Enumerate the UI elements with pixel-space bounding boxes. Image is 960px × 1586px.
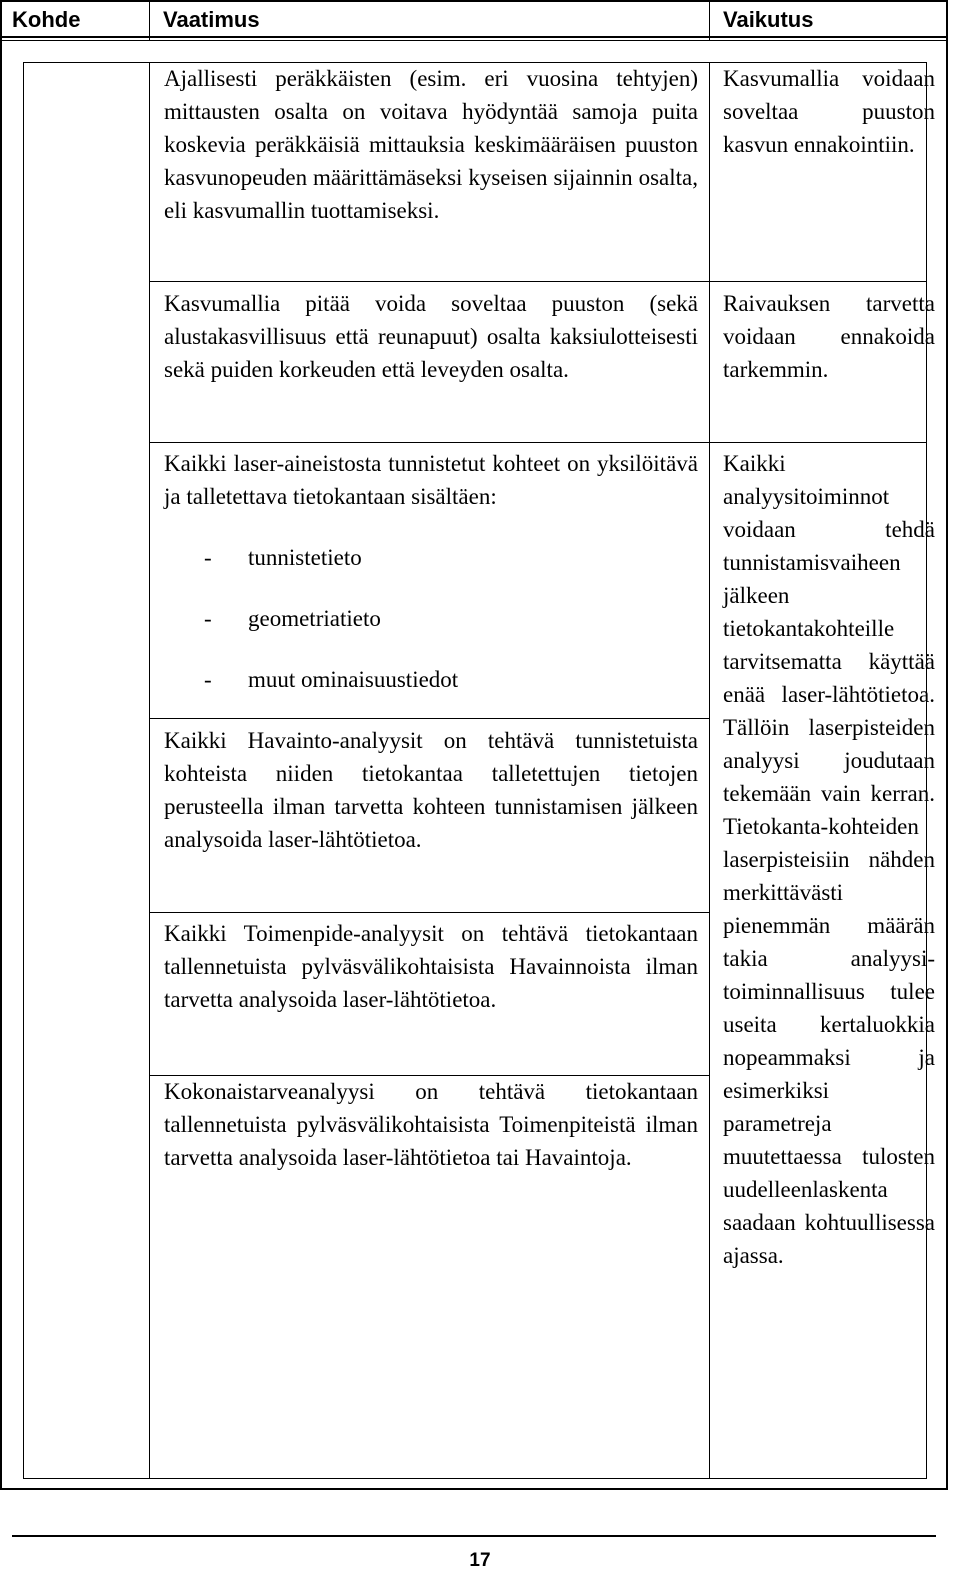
list-item-text: tunnistetieto bbox=[248, 545, 362, 570]
header-col-divider-1 bbox=[149, 0, 150, 40]
inner-frame-left bbox=[23, 62, 24, 1479]
header-vaatimus: Vaatimus bbox=[163, 7, 260, 32]
table-border-left bbox=[0, 0, 2, 1490]
list-item-text: geometriatieto bbox=[248, 606, 381, 631]
table-border-right bbox=[946, 0, 948, 1490]
header-separator bbox=[0, 36, 948, 38]
list-item bbox=[204, 541, 684, 602]
footer-rule bbox=[12, 1535, 936, 1537]
row-separator-2 bbox=[149, 442, 926, 443]
list-item bbox=[204, 602, 684, 663]
header-separator-inner bbox=[0, 40, 948, 41]
col-divider-2 bbox=[709, 62, 710, 1479]
header-vaikutus: Vaikutus bbox=[723, 7, 814, 32]
row3-vaatimus-toimenpide: Kaikki Toimenpide-analyysit on tehtävä tietokantaan tallennetuista pylväsvälikohtaisista Havainnoista ilman tarvetta analysoida laser-lähtötietoa. bbox=[164, 921, 698, 1012]
row3-vaatimus-intro: Kaikki laser-aineistosta tunnistetut kohteet on yksilöitävä ja talletettava tietokantaan sisältäen: bbox=[164, 451, 698, 509]
page-number: 17 bbox=[469, 1550, 491, 1571]
row1-vaikutus: Kasvumallia voidaan soveltaa puuston kasvun ennakointiin. bbox=[723, 66, 935, 157]
row1-vaatimus: Ajallisesti peräkkäisten (esim. eri vuosina tehtyjen) mittausten osalta on voitava hyödyntää samoja puita koskevia peräkkäisiä mittauksia keskimääräisen puuston kasvunopeuden määrittämäseksi kyseisen sijainnin osalta, eli kasvumallin tuottamiseksi. bbox=[164, 66, 698, 223]
col-divider-1 bbox=[149, 62, 150, 1479]
list-dash: - bbox=[204, 545, 212, 570]
table-border-bottom bbox=[0, 1488, 948, 1490]
inner-frame-bottom bbox=[23, 1478, 926, 1479]
header-kohde: Kohde bbox=[12, 7, 81, 32]
row2-vaikutus: Raivauksen tarvetta voidaan ennakoida tarkemmin. bbox=[723, 291, 935, 382]
row3-vaatimus-havainto: Kaikki Havainto-analyysit on tehtävä tunnistetuista kohteista niiden tietokantaa talletettujen tietojen perusteella ilman tarvetta kohteen tunnistamisen jälkeen analysoida laser-lähtötietoa. bbox=[164, 728, 698, 852]
list-item bbox=[204, 663, 684, 724]
list-dash: - bbox=[204, 667, 212, 692]
row3-vaatimus-kokonaistarve: Kokonaistarveanalyysi on tehtävä tietokantaan tallennetuista pylväsvälikohtaisista Toimenpiteistä ilman tarvetta analysoida laser-lähtötietoa tai Havaintoja. bbox=[164, 1079, 698, 1170]
table-border-top bbox=[0, 0, 948, 2]
header-col-divider-2 bbox=[709, 0, 710, 40]
row-separator-1 bbox=[149, 281, 926, 282]
row3-vaatimus-list bbox=[204, 541, 684, 724]
row3-vaikutus: Kaikki analyysitoiminnot voidaan tehdä tunnistamisvaiheen jälkeen tietokantakohteille tarvitsematta käyttää enää laser-lähtötietoa. Tällöin laserpisteiden analyysi joudutaan tekemään vain kerran. Tietokanta-kohteiden laserpisteisiin nähden merkittävästi pienemmän määrän takia analyysi-toiminnallisuus tulee useita kertaluokkia nopeammaksi ja esimerkiksi parametreja muutettaessa tulosten uudelleenlaskenta saadaan kohtuullisessa ajassa. bbox=[723, 451, 935, 1268]
row2-vaatimus: Kasvumallia pitää voida soveltaa puuston (sekä alustakasvillisuus että reunapuut) osalta kaksiulotteisesti sekä puiden korkeuden että leveyden osalta. bbox=[164, 291, 698, 382]
cell-separator-2 bbox=[149, 912, 710, 913]
list-item-text: muut ominaisuustiedot bbox=[248, 667, 459, 692]
list-dash: - bbox=[204, 606, 212, 631]
